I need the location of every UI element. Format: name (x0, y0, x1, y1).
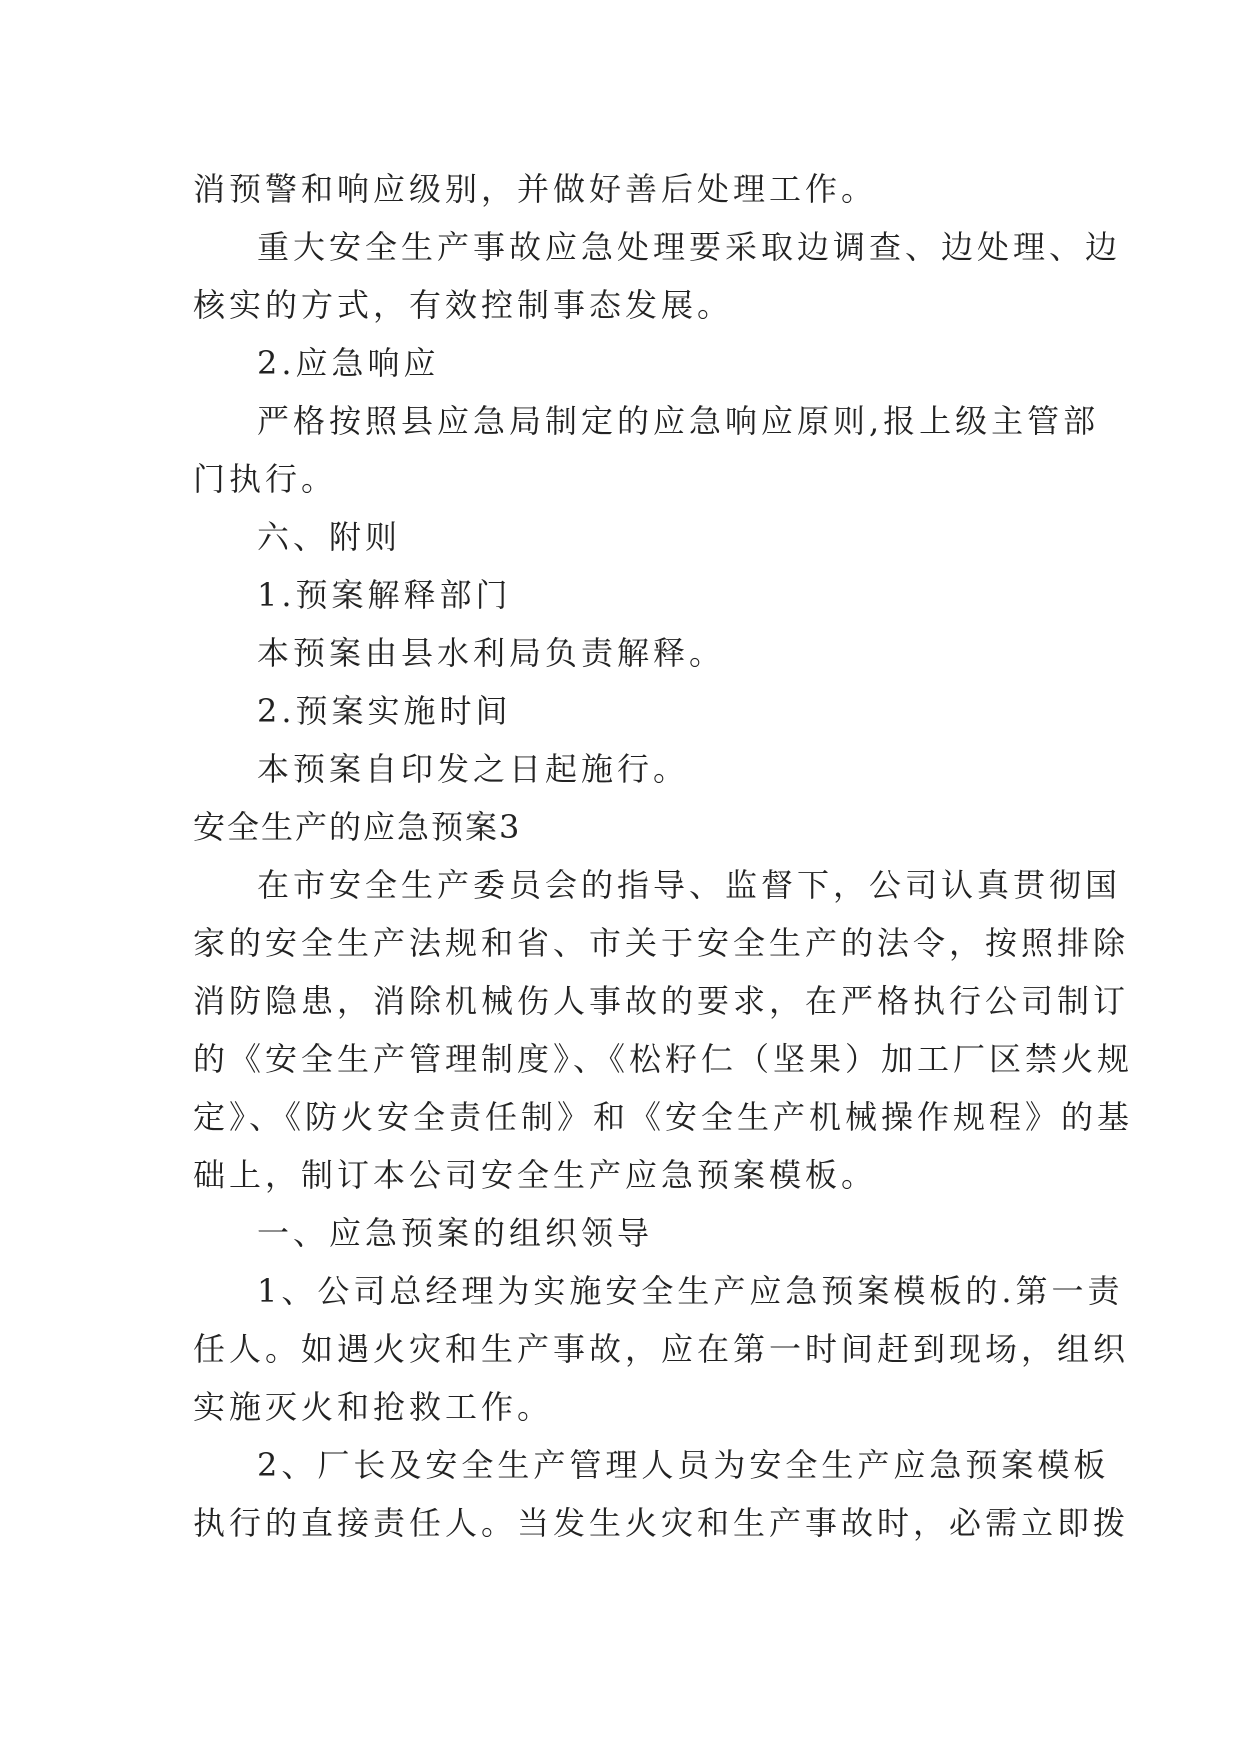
text-line: 在市安全生产委员会的指导、监督下，公司认真贯彻国 (257, 866, 1122, 904)
text-line: 家的安全生产法规和省、市关于安全生产的法令，按照排除 (193, 924, 1130, 962)
text-line: 本预案由县水利局负责解释。 (257, 634, 726, 672)
text-line: 消防隐患，消除机械伤人事故的要求，在严格执行公司制订 (193, 982, 1130, 1020)
text-line: 实施灭火和抢救工作。 (193, 1388, 554, 1426)
text-line: 门执行。 (193, 460, 338, 498)
text-line: 1、公司总经理为实施安全生产应急预案模板的.第一责 (257, 1272, 1124, 1310)
section-heading: 六、附则 (257, 518, 402, 556)
document-body (193, 160, 1134, 1552)
section-subheading: 1.预案解释部门 (257, 576, 512, 614)
document-title: 安全生产的应急预案3 (193, 808, 522, 846)
text-line: 核实的方式，有效控制事态发展。 (193, 286, 734, 324)
text-line: 重大安全生产事故应急处理要采取边调查、边处理、边 (257, 228, 1122, 266)
text-line: 执行的直接责任人。当发生火灾和生产事故时，必需立即拨 (193, 1504, 1130, 1542)
section-heading: 一、应急预案的组织领导 (257, 1214, 654, 1252)
section-subheading: 2.预案实施时间 (257, 692, 512, 730)
text-line: 消预警和响应级别，并做好善后处理工作。 (193, 170, 878, 208)
text-line: 的《安全生产管理制度》、《松籽仁（坚果）加工厂区禁火规 (193, 1040, 1134, 1078)
text-line: 严格按照县应急局制定的应急响应原则,报上级主管部 (257, 402, 1100, 440)
text-line: 础上，制订本公司安全生产应急预案模板。 (193, 1156, 878, 1194)
text-line: 本预案自印发之日起施行。 (257, 750, 690, 788)
section-subheading: 2.应急响应 (257, 344, 440, 382)
text-line: 2、厂长及安全生产管理人员为安全生产应急预案模板 (257, 1446, 1110, 1484)
text-line: 任人。如遇火灾和生产事故，应在第一时间赶到现场，组织 (193, 1330, 1130, 1368)
text-line: 定》、《防火安全责任制》和《安全生产机械操作规程》的基 (193, 1098, 1134, 1136)
